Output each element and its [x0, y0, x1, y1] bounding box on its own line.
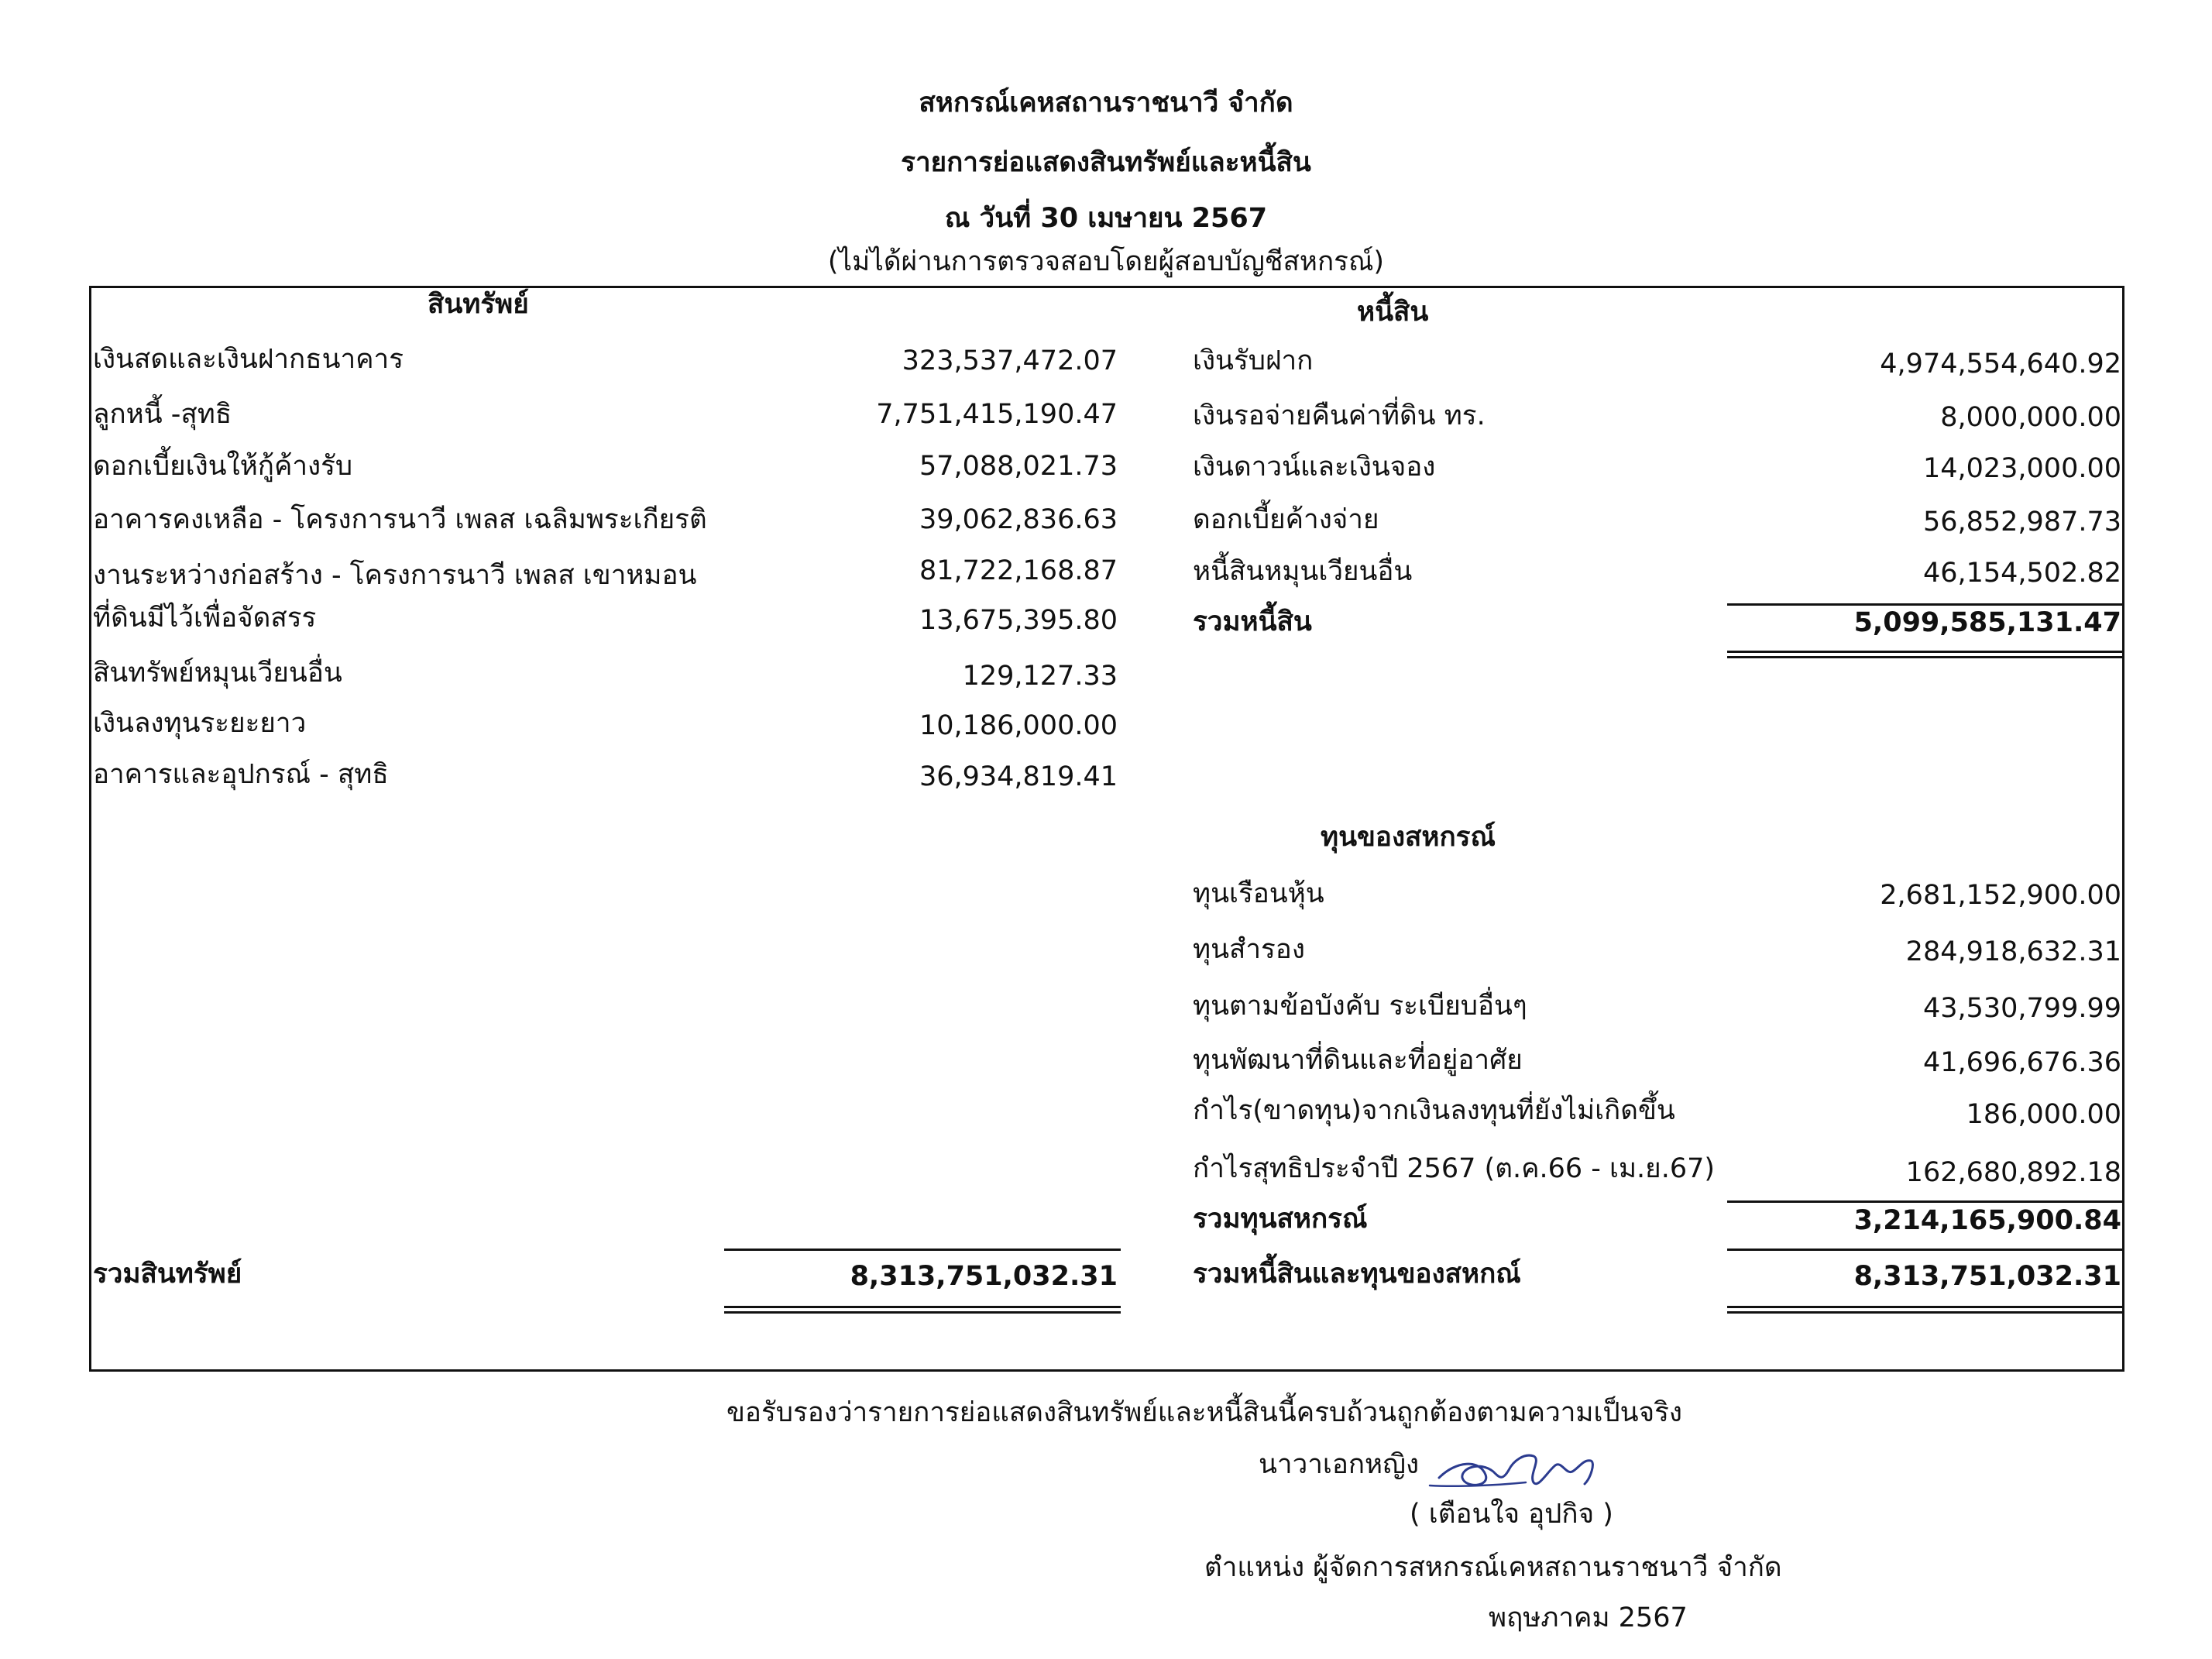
certification-statement: ขอรับรองว่ารายการย่อแสดงสินทรัพย์และหนี้สินนี้ครบถ้วนถูกต้องตามความเป็นจริง	[726, 1397, 1682, 1428]
report-date: ณ วันที่ 30 เมษายน 2567	[944, 203, 1268, 234]
organization-name: สหกรณ์เคหสถานราชนาวี จำกัด	[919, 88, 1293, 118]
equity-heading: ทุนของสหกรณ์	[1321, 822, 1496, 853]
equity-label: ทุนสำรอง	[1193, 934, 1305, 965]
liabilities-heading: หนี้สิน	[1357, 297, 1429, 328]
asset-value: 10,186,000.00	[919, 710, 1118, 741]
grand-total-label: รวมหนี้สินและทุนของสหกณ์	[1193, 1259, 1521, 1290]
signatory-name: ( เตือนใจ อุปกิจ )	[1410, 1499, 1613, 1530]
liability-value: 46,154,502.82	[1922, 558, 2121, 589]
asset-label: อาคารคงเหลือ - โครงการนาวี เพลส เฉลิมพระเกียรติ	[93, 504, 707, 535]
asset-value: 323,537,472.07	[902, 345, 1118, 376]
grand-total-double-rule	[1727, 1311, 2122, 1314]
asset-label: เงินลงทุนระยะยาว	[93, 708, 307, 739]
assets-total-label: รวมสินทรัพย์	[93, 1259, 242, 1290]
asset-label: งานระหว่างก่อสร้าง - โครงการนาวี เพลส เขาหมอน	[93, 560, 697, 591]
liability-value: 4,974,554,640.92	[1880, 349, 2121, 380]
asset-value: 7,751,415,190.47	[876, 399, 1118, 430]
liabilities-double-rule	[1727, 656, 2122, 658]
equity-value: 162,680,892.18	[1905, 1157, 2121, 1188]
asset-label: สินทรัพย์หมุนเวียนอื่น	[93, 658, 342, 689]
liability-label: เงินดาวน์และเงินจอง	[1193, 452, 1436, 483]
asset-value: 36,934,819.41	[919, 761, 1118, 792]
equity-value: 284,918,632.31	[1905, 936, 2121, 967]
liability-label: หนี้สินหมุนเวียนอื่น	[1193, 556, 1413, 587]
liability-value: 56,852,987.73	[1922, 507, 2121, 538]
liabilities-total-value: 5,099,585,131.47	[1853, 607, 2121, 638]
assets-double-rule	[724, 1311, 1121, 1314]
liabilities-total-label: รวมหนี้สิน	[1193, 606, 1312, 637]
signature-image	[1425, 1437, 1619, 1499]
signatory-position: ตำแหน่ง ผู้จัดการสหกรณ์เคหสถานราชนาวี จำกัด	[1204, 1552, 1782, 1583]
signature-date: พฤษภาคม 2567	[1489, 1602, 1688, 1633]
asset-label: ดอกเบี้ยเงินให้กู้ค้างรับ	[93, 451, 353, 482]
audit-note: (ไม่ได้ผ่านการตรวจสอบโดยผู้สอบบัญชีสหกรณ์)	[827, 246, 1385, 277]
equity-total-label: รวมทุนสหกรณ์	[1193, 1204, 1368, 1235]
asset-value: 129,127.33	[962, 661, 1118, 692]
assets-heading: สินทรัพย์	[428, 289, 529, 320]
asset-value: 57,088,021.73	[919, 451, 1118, 482]
equity-total-value: 3,214,165,900.84	[1853, 1205, 2121, 1236]
equity-value: 43,530,799.99	[1922, 993, 2121, 1024]
grand-total-double-rule	[1727, 1306, 2122, 1308]
report-title: รายการย่อแสดงสินทรัพย์และหนี้สิน	[901, 147, 1311, 178]
equity-label: ทุนตามข้อบังคับ ระเบียบอื่นๆ	[1193, 991, 1527, 1022]
asset-value: 81,722,168.87	[919, 555, 1118, 586]
liabilities-double-rule	[1727, 651, 2122, 653]
assets-total-value: 8,313,751,032.31	[850, 1261, 1118, 1292]
equity-value: 2,681,152,900.00	[1880, 880, 2121, 911]
assets-total-rule	[724, 1249, 1121, 1251]
liability-value: 14,023,000.00	[1922, 453, 2121, 484]
assets-double-rule	[724, 1306, 1121, 1308]
asset-label: ลูกหนี้ -สุทธิ	[93, 399, 232, 430]
equity-label: กำไร(ขาดทุน)จากเงินลงทุนที่ยังไม่เกิดขึ้น	[1193, 1095, 1675, 1126]
equity-total-rule	[1727, 1249, 2122, 1251]
equity-label: ทุนพัฒนาที่ดินและที่อยู่อาศัย	[1193, 1045, 1523, 1076]
liability-label: เงินรอจ่ายคืนค่าที่ดิน ทร.	[1193, 400, 1486, 431]
liability-label: ดอกเบี้ยค้างจ่าย	[1193, 504, 1379, 535]
asset-label: อาคารและอุปกรณ์ - สุทธิ	[93, 759, 389, 790]
equity-value: 186,000.00	[1966, 1099, 2121, 1130]
liability-value: 8,000,000.00	[1940, 402, 2121, 433]
asset-value: 39,062,836.63	[919, 504, 1118, 535]
equity-value: 41,696,676.36	[1922, 1047, 2121, 1078]
equity-label: ทุนเรือนหุ้น	[1193, 878, 1324, 909]
asset-label: ที่ดินมีไว้เพื่อจัดสรร	[93, 603, 317, 634]
asset-value: 13,675,395.80	[919, 605, 1118, 636]
asset-label: เงินสดและเงินฝากธนาคาร	[93, 344, 404, 375]
liability-label: เงินรับฝาก	[1193, 345, 1314, 376]
signatory-rank: นาวาเอกหญิง	[1259, 1449, 1420, 1480]
grand-total-value: 8,313,751,032.31	[1853, 1261, 2121, 1292]
equity-label: กำไรสุทธิประจำปี 2567 (ต.ค.66 - เม.ย.67)	[1193, 1153, 1716, 1184]
